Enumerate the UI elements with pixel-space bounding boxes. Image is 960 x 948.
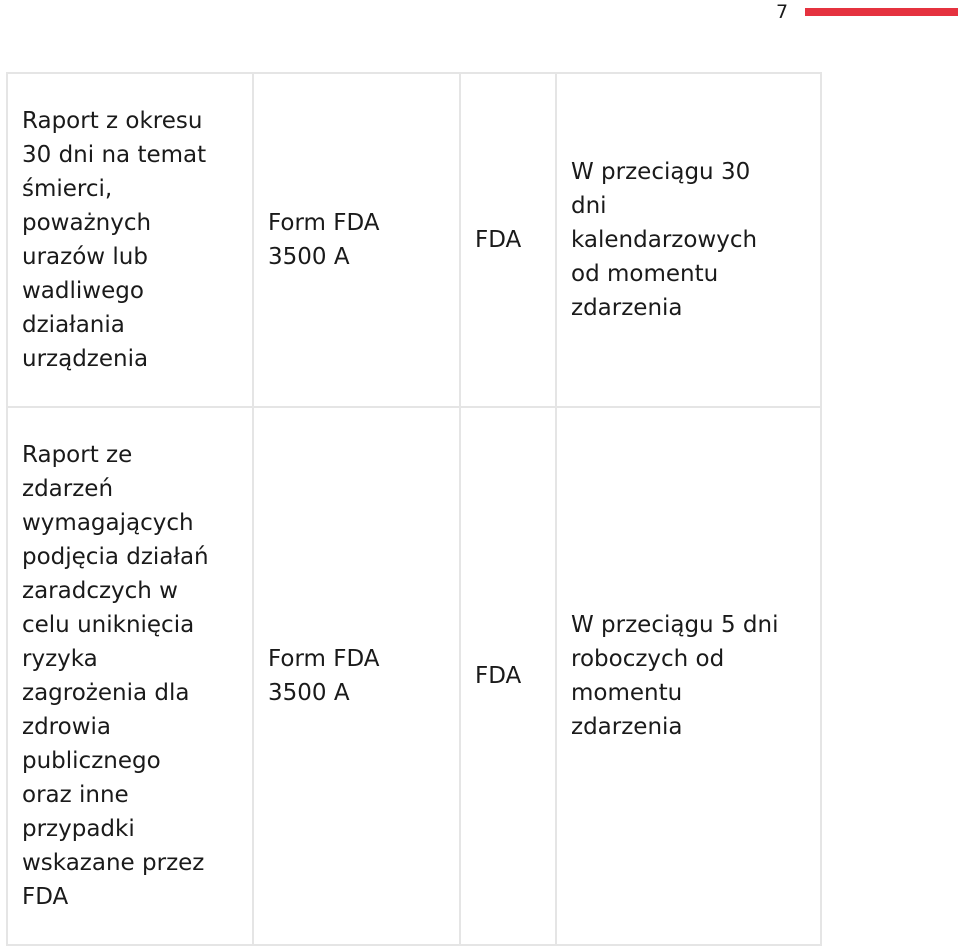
- reporting-requirements-table: [6, 72, 822, 946]
- recipient-cell: FDA: [460, 407, 556, 945]
- table-row: [7, 407, 821, 945]
- recipient-cell: FDA: [460, 73, 556, 407]
- deadline-cell: W przeciągu 30 dni kalendarzowych od momentu zdarzenia: [556, 73, 821, 407]
- report-type-cell: Raport ze zdarzeń wymagających podjęcia działań zaradczych w celu uniknięcia ryzyka zagrożenia dla zdrowia publicznego oraz inne przypadki wskazane przez FDA: [7, 407, 253, 945]
- header-accent-bar: [805, 8, 958, 16]
- page-number: 7: [776, 1, 789, 23]
- table-row: [7, 73, 821, 407]
- form-cell: Form FDA 3500 A: [253, 407, 460, 945]
- report-type-cell: Raport z okresu 30 dni na temat śmierci, poważnych urazów lub wadliwego działania urządzenia: [7, 73, 253, 407]
- form-cell: Form FDA 3500 A: [253, 73, 460, 407]
- deadline-cell: W przeciągu 5 dni roboczych od momentu zdarzenia: [556, 407, 821, 945]
